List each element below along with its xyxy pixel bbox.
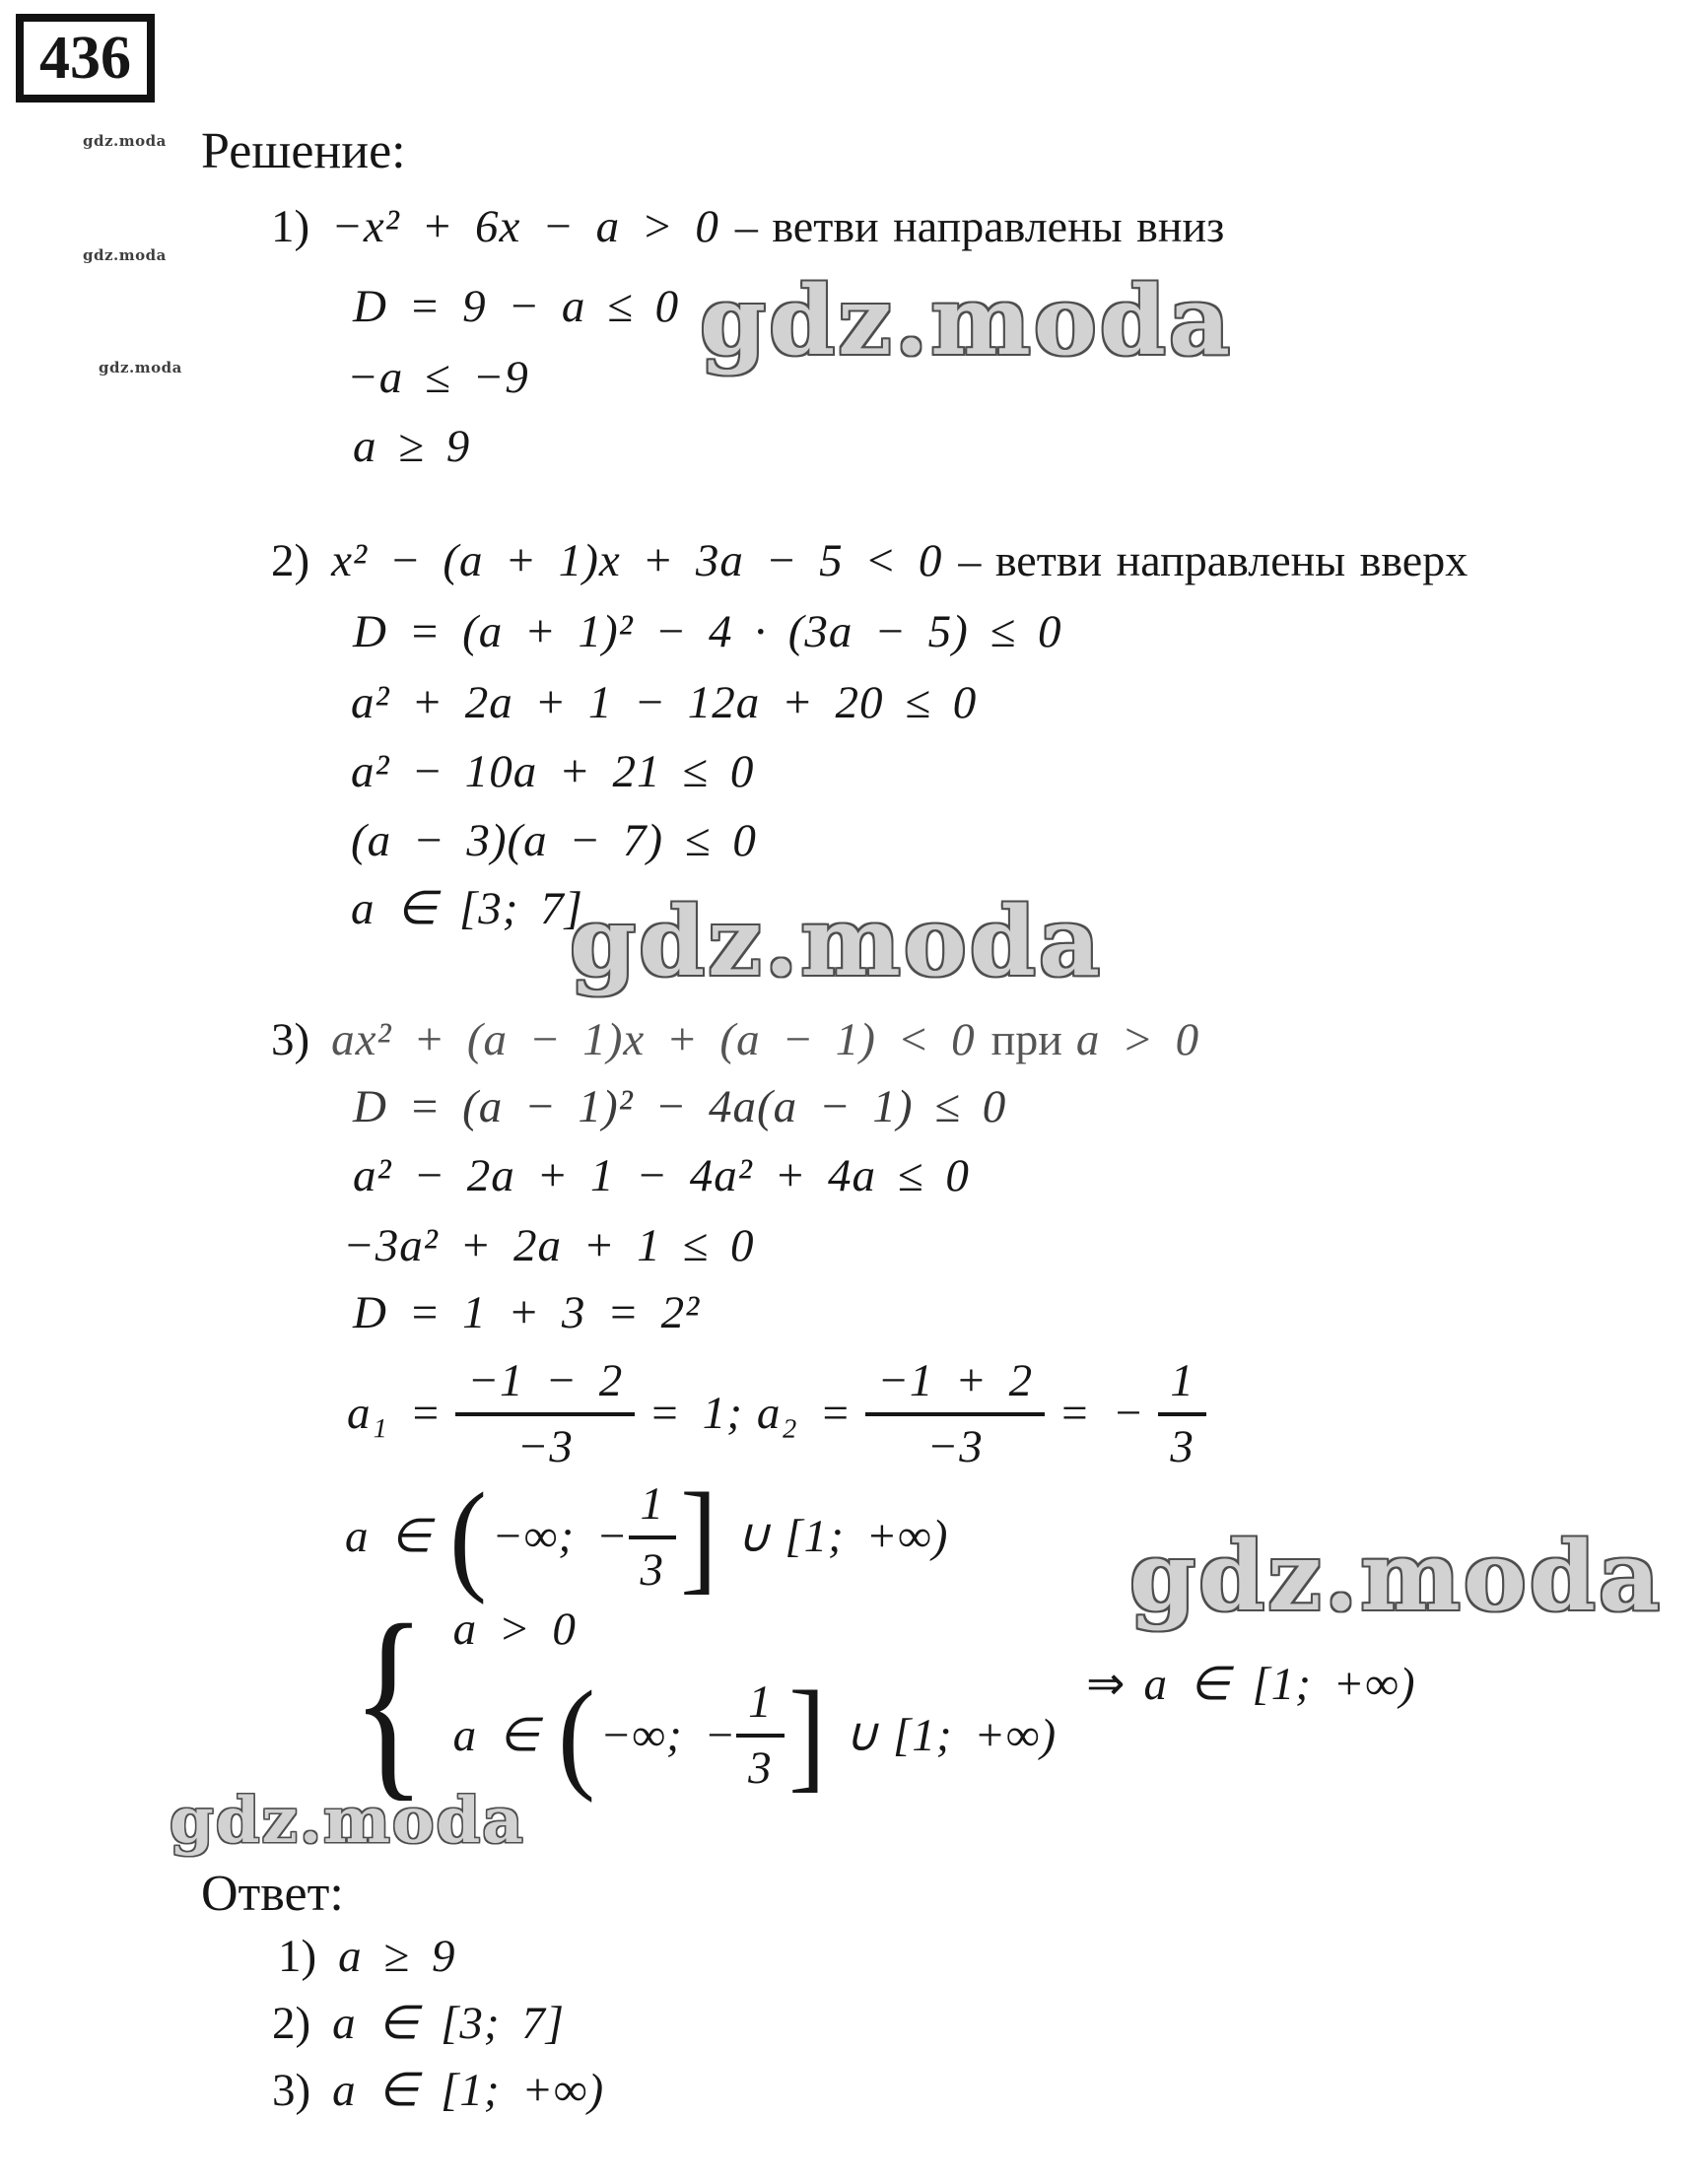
answer-item-1-label: 1) bbox=[278, 1931, 317, 1982]
watermark-small-3: gdz.moda bbox=[99, 359, 182, 376]
answer-item-3-value: a ∈ [1; +∞) bbox=[332, 2065, 605, 2116]
watermark-large-2: gdz.moda bbox=[570, 886, 1104, 997]
part3-statement-row bbox=[271, 1013, 1199, 1067]
interval-union: ∪ bbox=[735, 1511, 772, 1563]
interval-numerator: 1 bbox=[629, 1477, 677, 1538]
part3-line-4-text: D = 1 + 3 = 2² bbox=[353, 1287, 701, 1338]
watermark-large-4: gdz.moda bbox=[170, 1784, 525, 1858]
root-a1-numerator: −1 − 2 bbox=[455, 1354, 635, 1415]
part2-line-4-text: (a − 3)(a − 7) ≤ 0 bbox=[351, 815, 757, 866]
part1-statement-row bbox=[271, 200, 1224, 254]
system-implication bbox=[1086, 1658, 1415, 1712]
problem-number-box bbox=[16, 14, 155, 102]
part3-line-3 bbox=[343, 1219, 755, 1273]
part2-line-3 bbox=[351, 745, 754, 799]
root-a2-numerator: −1 + 2 bbox=[865, 1354, 1045, 1415]
root-a1-fraction bbox=[455, 1354, 635, 1474]
root-a2-result-fraction bbox=[1158, 1354, 1206, 1474]
part1-line-3-text: a ≥ 9 bbox=[353, 421, 471, 472]
part3-line-4 bbox=[353, 1286, 700, 1340]
part2-label: 2) bbox=[271, 535, 310, 586]
root-a1-eq: = 1; bbox=[649, 1388, 743, 1440]
part2-line-2-text: a² + 2a + 1 − 12a + 20 ≤ 0 bbox=[351, 677, 978, 728]
part1-line-d-text: D = 9 − a ≤ 0 bbox=[353, 281, 680, 332]
interval-denominator: 3 bbox=[640, 1543, 665, 1596]
root-a2-denominator: −3 bbox=[926, 1420, 984, 1472]
part1-statement: −x² + 6x − a > 0 bbox=[331, 201, 719, 252]
part3-line-2 bbox=[353, 1149, 970, 1203]
interval-body: −∞; − bbox=[492, 1511, 629, 1563]
part1-label: 1) bbox=[271, 201, 310, 252]
part3-line-3-text: −3a² + 2a + 1 ≤ 0 bbox=[343, 1220, 755, 1271]
part2-line-3-text: a² − 10a + 21 ≤ 0 bbox=[351, 746, 755, 797]
part3-condition-math: a > 0 bbox=[1075, 1014, 1200, 1065]
part2-line-4 bbox=[351, 814, 757, 868]
problem-number: 436 bbox=[39, 25, 131, 92]
answer-item-2-value: a ∈ [3; 7] bbox=[332, 1998, 566, 2049]
watermark-large-3: gdz.moda bbox=[1129, 1521, 1664, 1632]
system-row2-fraction bbox=[736, 1675, 785, 1796]
root-a1-denominator: −3 bbox=[516, 1420, 574, 1472]
answer-item-3 bbox=[272, 2064, 604, 2118]
system-result: a ∈ [1; +∞) bbox=[1143, 1658, 1416, 1710]
root-a2-result-numerator: 1 bbox=[1158, 1354, 1206, 1415]
root-a2-lhs: a₂ = bbox=[756, 1388, 853, 1440]
part3-system-row: { a > 0 a ∈ ( −∞; − $\frac{1}{3}$ ] ∪ [1; +∞) ⇒ a ∈ [1; +∞) bbox=[351, 1581, 1416, 1819]
part2-line-d-text: D = (a + 1)² − 4 · (3a − 5) ≤ 0 bbox=[353, 606, 1062, 657]
root-a2-result-denominator: 3 bbox=[1170, 1420, 1195, 1472]
part3-statement: ax² + (a − 1)x + (a − 1) < 0 bbox=[331, 1014, 976, 1065]
part2-line-2 bbox=[351, 676, 977, 730]
implies-arrow-icon: ⇒ bbox=[1086, 1658, 1127, 1710]
system-row2-lhs: a ∈ bbox=[452, 1709, 540, 1761]
root-a2-eq: = − bbox=[1058, 1388, 1145, 1440]
answer-item-1 bbox=[278, 1930, 455, 1984]
interval-fraction bbox=[629, 1477, 677, 1598]
watermark-small-2: gdz.moda bbox=[83, 246, 167, 264]
system-conditions bbox=[452, 1603, 1058, 1805]
system-row2-body: −∞; − bbox=[599, 1709, 737, 1761]
part3-line-2-text: a² − 2a + 1 − 4a² + 4a ≤ 0 bbox=[353, 1150, 970, 1201]
part2-statement: x² − (a + 1)x + 3a − 5 < 0 bbox=[331, 535, 943, 586]
part2-line-d bbox=[353, 605, 1062, 659]
part1-line-d bbox=[353, 280, 679, 334]
part3-label: 3) bbox=[271, 1014, 310, 1065]
part2-statement-row bbox=[271, 534, 1468, 588]
system-row2: a ∈ ( −∞; − $\frac{1}{3}$ ] ∪ [1; +∞) bbox=[452, 1667, 1058, 1805]
root-a2-fraction bbox=[865, 1354, 1045, 1474]
part3-interval-row: a ∈ ( −∞; − $\frac{1}{3}$ ] ∪ [1; +∞) bbox=[345, 1468, 949, 1605]
root-a1-lhs: a₁ = bbox=[347, 1388, 443, 1440]
answer-item-3-label: 3) bbox=[272, 2065, 311, 2116]
answer-item-2-label: 2) bbox=[272, 1998, 311, 2049]
watermark-large-1: gdz.moda bbox=[700, 265, 1234, 376]
part1-line-3 bbox=[353, 420, 470, 474]
system-row2-union: ∪ bbox=[844, 1709, 880, 1761]
part3-condition-word: при bbox=[990, 1014, 1062, 1064]
system-row1: a > 0 bbox=[452, 1603, 577, 1655]
part1-line-2-text: −a ≤ −9 bbox=[347, 352, 529, 403]
answer-heading: Ответ: bbox=[201, 1866, 344, 1922]
part1-note: – ветви направлены вниз bbox=[734, 201, 1225, 251]
part3-line-d-text: D = (a − 1)² − 4a(a − 1) ≤ 0 bbox=[353, 1081, 1007, 1132]
part1-line-2 bbox=[347, 351, 529, 405]
solution-heading: Решение: bbox=[201, 123, 406, 179]
system-row2-denominator: 3 bbox=[748, 1741, 773, 1794]
part2-note: – ветви направлены вверх bbox=[958, 535, 1468, 585]
system-row2-numerator: 1 bbox=[736, 1675, 785, 1737]
interval-tail: [1; +∞) bbox=[785, 1511, 949, 1563]
part3-roots-row bbox=[347, 1340, 1206, 1488]
system-row2-tail: [1; +∞) bbox=[893, 1709, 1058, 1761]
part2-line-5-text: a ∈ [3; 7] bbox=[351, 883, 583, 934]
watermark-small-1: gdz.moda bbox=[83, 132, 167, 150]
answer-item-1-value: a ≥ 9 bbox=[338, 1931, 456, 1982]
part3-line-d bbox=[353, 1080, 1006, 1134]
part2-line-5 bbox=[351, 882, 583, 936]
interval-lhs: a ∈ bbox=[345, 1511, 433, 1563]
answer-item-2 bbox=[272, 1997, 565, 2051]
